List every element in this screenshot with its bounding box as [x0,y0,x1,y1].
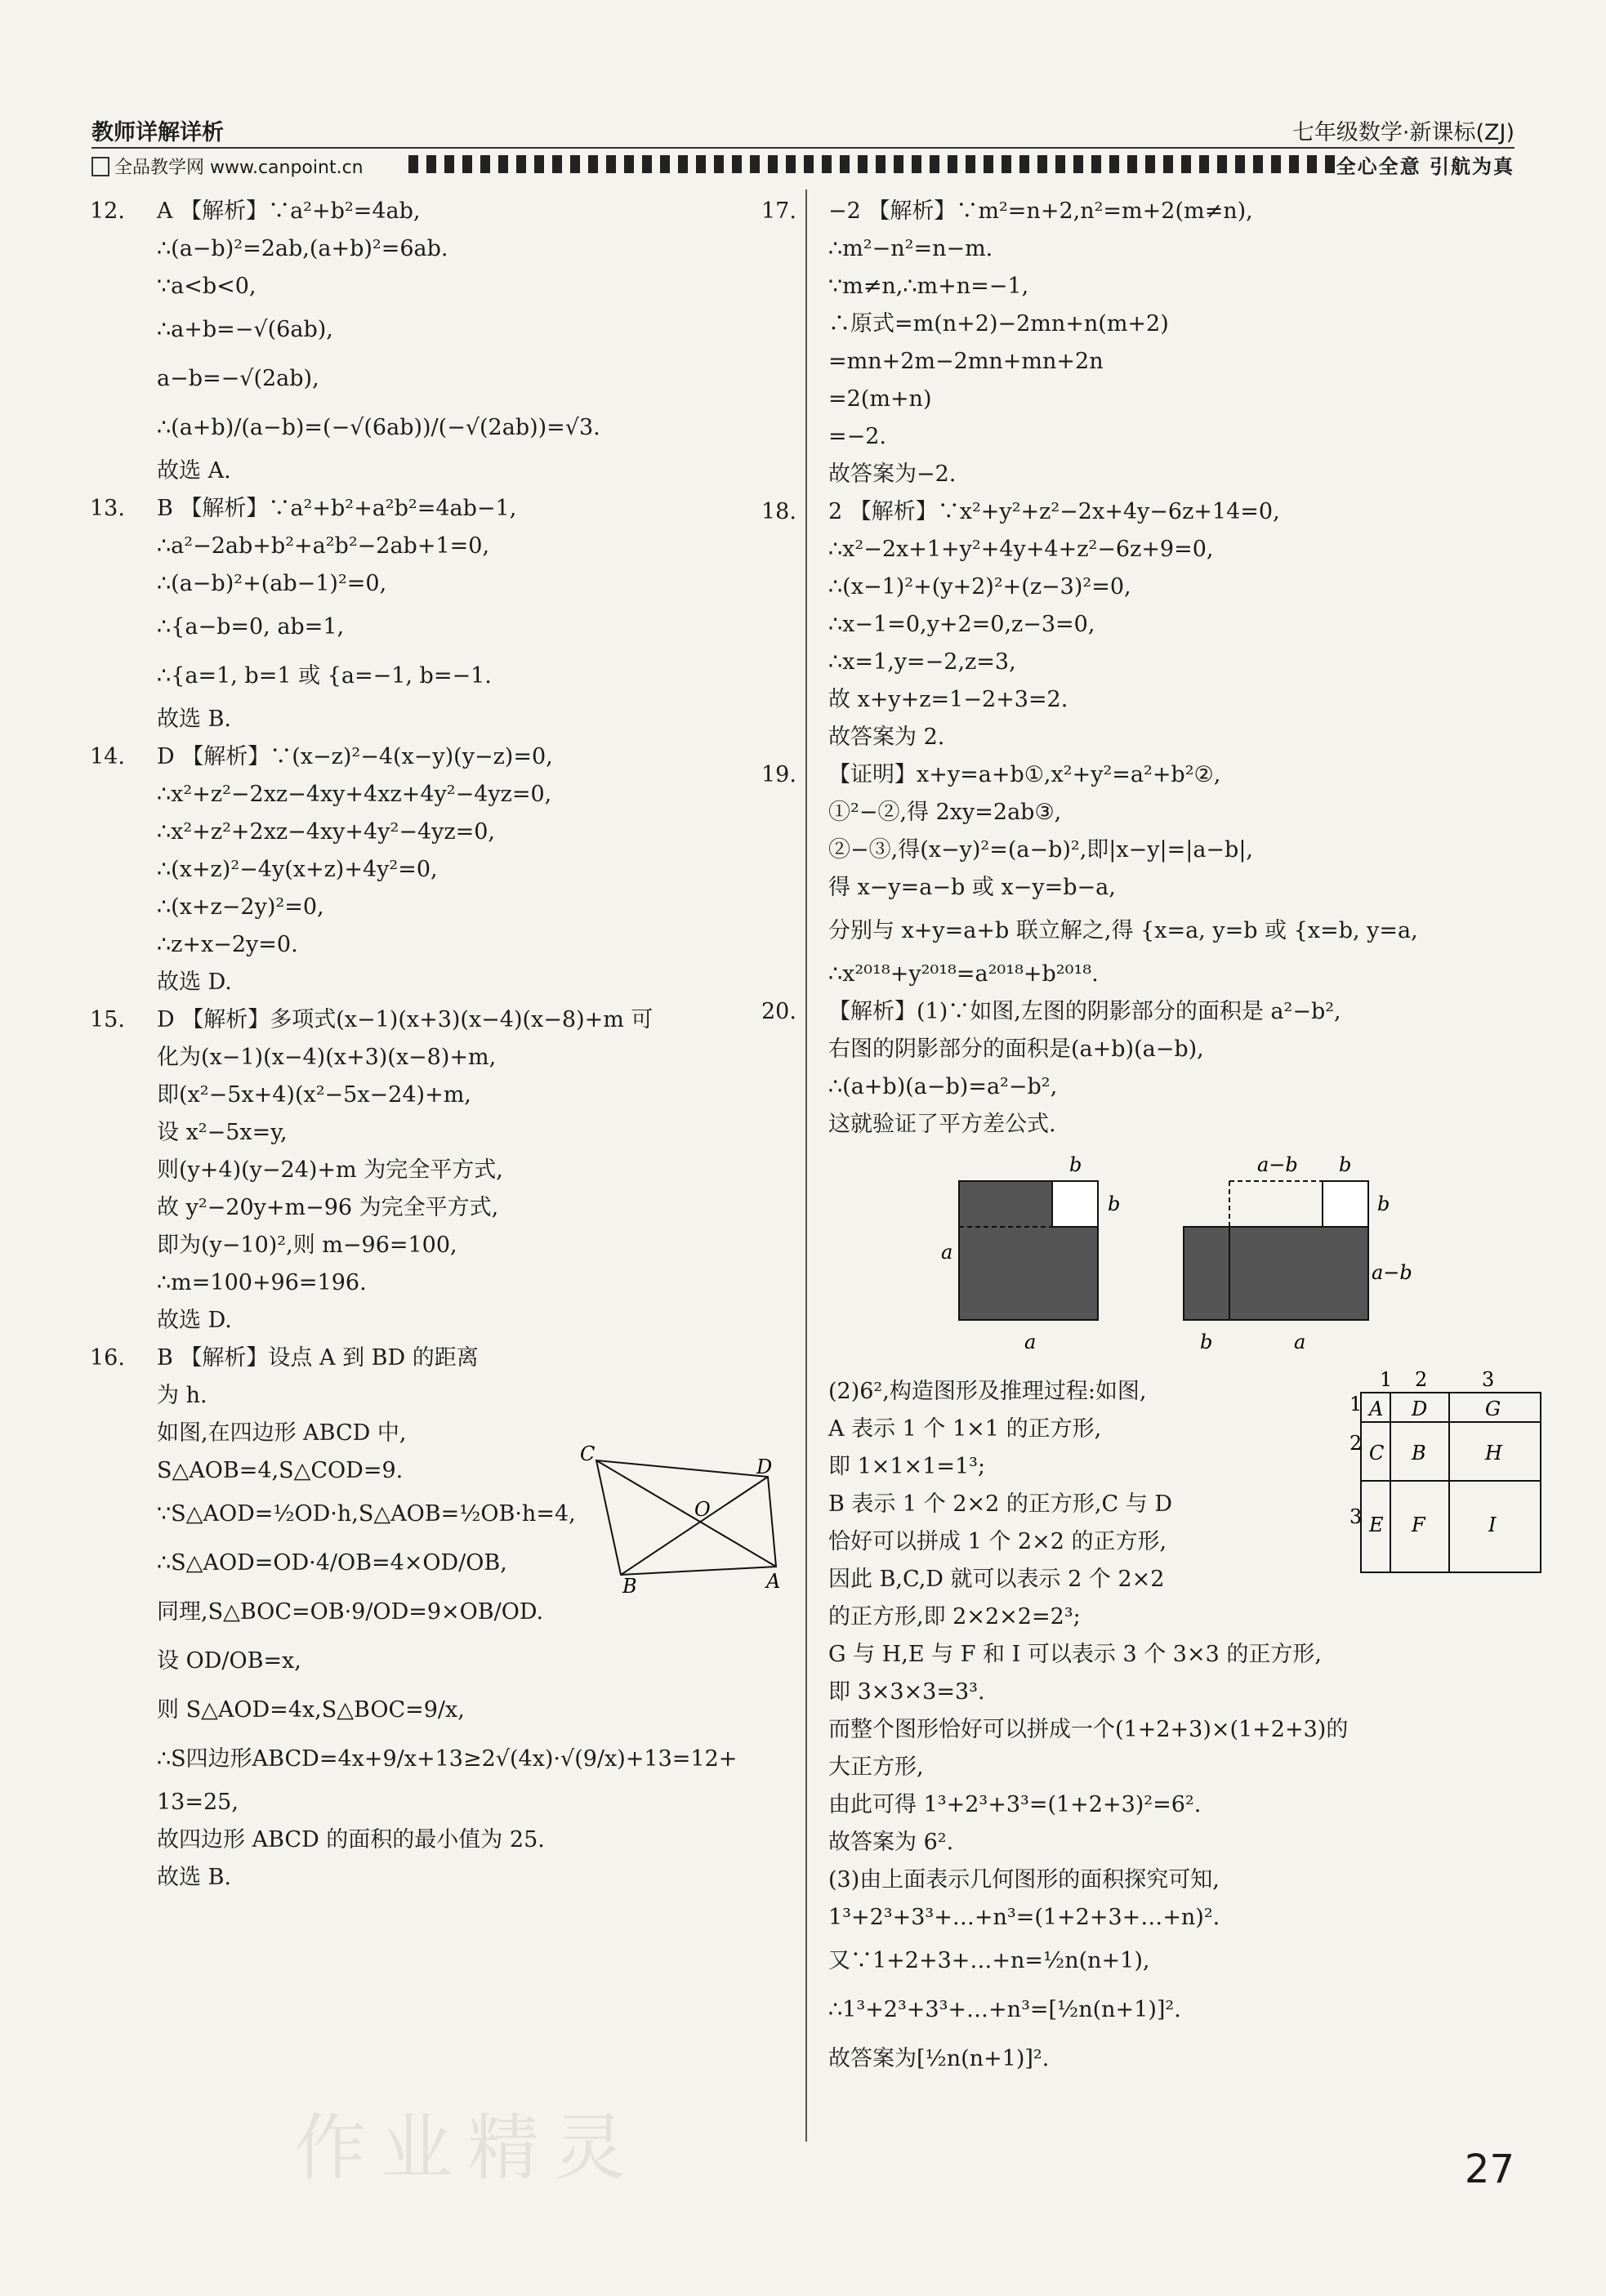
grid-row-3: 3 [1349,1505,1363,1528]
grid-row-1: 1 [1349,1393,1363,1415]
cell-G: G [1485,1398,1501,1420]
solution-line: ∴(a+b)/(a−b)=(−√(6ab))/(−√(2ab))=√3. [157,415,600,440]
quad-outline [596,1460,776,1575]
difference-of-squares-figure [894,1148,1531,1365]
quad-label-B: B [622,1575,637,1598]
solution-line: 故选 D. [157,1308,232,1333]
solution-line: ∴(a−b)²=2ab,(a+b)²=6ab. [157,236,448,261]
label-right-bottom-b: b [1200,1331,1213,1353]
left-column [90,193,794,1897]
small-square-right [1323,1181,1368,1227]
solution-line: ∴{a−b=0, ab=1, [157,614,345,640]
label-left-a: a [941,1241,953,1264]
solution-line: B 【解析】设点 A 到 BD 的距离 [157,1345,479,1371]
rect-right [1229,1227,1368,1320]
header-slogan: 全心全意 引航为真 [1336,155,1515,178]
solution-line: ①²−②,得 2xy=2ab③, [828,800,1062,825]
question-item [90,1340,794,1897]
strip-right [1184,1227,1229,1320]
solution-line: 得 x−y=a−b 或 x−y=b−a, [828,875,1116,900]
label-right-top-b: b [1339,1153,1352,1176]
solution-line: 则 S△AOD=4x,S△BOC=9/x, [157,1697,465,1723]
cell-E: E [1369,1514,1384,1536]
question-item [90,738,794,1001]
quad-label-A: A [766,1570,781,1593]
solution-line: ∴原式=m(n+2)−2mn+n(m+2) [828,311,1169,337]
solution-line: ∴x−1=0,y+2=0,z−3=0, [828,612,1095,637]
solution-line: ∴1³+2³+3³+…+n³=[½n(n+1)]². [828,1997,1181,2022]
solution-line: ∴x²+z²+2xz−4xy+4y²−4yz=0, [157,819,495,845]
question-item [761,193,1531,493]
solution-line: A 表示 1 个 1×1 的正方形, [828,1416,1102,1442]
grid-row-2: 2 [1349,1432,1363,1455]
solution-line: 设 x²−5x=y, [157,1120,288,1145]
solution-line: ∴m=100+96=196. [157,1270,367,1295]
solution-line: 右图的阴影部分的面积是(a+b)(a−b), [828,1037,1204,1062]
solution-line: 【解析】(1)∵如图,左图的阴影部分的面积是 a²−b², [828,999,1341,1024]
solution-line: ②−③,得(x−y)²=(a−b)²,即|x−y|=|a−b|, [828,837,1254,863]
diag-db [621,1477,768,1575]
solution-line: ∴x=1,y=−2,z=3, [828,649,1016,675]
solution-line: ∴x²−2x+1+y²+4y+4+z²−6z+9=0, [828,537,1214,562]
solution-line: 则(y+4)(y−24)+m 为完全平方式, [157,1157,503,1183]
label-left-right-b: b [1108,1193,1121,1215]
solution-line: ∴(a−b)²+(ab−1)²=0, [157,571,387,596]
small-square-left [1052,1181,1098,1227]
solution-line: B 表示 1 个 2×2 的正方形,C 与 D [828,1491,1172,1517]
question-number: 13. [90,496,125,521]
solution-line: 故答案为 2. [828,724,945,750]
solution-line: ∴x²+z²−2xz−4xy+4xz+4y²−4yz=0, [157,782,552,807]
solution-line: 即为(y−10)²,则 m−96=100, [157,1233,457,1258]
solution-line: ∵a<b<0, [157,274,257,299]
solution-line: 故选 B. [157,1865,232,1890]
header-site [91,154,364,179]
question-item [761,756,1531,993]
solution-line: 设 OD/OB=x, [157,1648,301,1674]
solution-line: 即 3×3×3=3³. [828,1679,985,1705]
header-right: 七年级数学·新课标(ZJ) [1291,120,1515,145]
solution-line: 故 x+y+z=1−2+3=2. [828,687,1068,712]
label-right-bottom-a: a [1294,1331,1306,1353]
cell-H: H [1485,1442,1502,1465]
grid-outline [1361,1393,1541,1572]
cell-A: A [1369,1398,1384,1420]
column-divider [805,189,807,2142]
solution-line: 故选 D. [157,970,232,995]
q20-part2 [828,1368,1531,2084]
question-number: 19. [761,762,796,787]
grid-col-2: 2 [1415,1368,1428,1391]
solution-line: =2(m+n) [828,386,932,412]
solution-line: 2 【解析】∵x²+y²+z²−2x+4y−6z+14=0, [828,499,1280,524]
label-right-amb: a−b [1257,1153,1298,1176]
cell-B: B [1412,1442,1426,1465]
question-number: 18. [761,499,796,524]
cube-sum-grid [1335,1368,1539,1589]
question-number: 14. [90,744,125,769]
solution-line: G 与 H,E 与 F 和 I 可以表示 3 个 3×3 的正方形, [828,1642,1322,1667]
solution-line: ∵m≠n,∴m+n=−1, [828,274,1029,299]
header-left: 教师详解详析 [91,120,224,145]
solution-line: 即 1×1×1=1³; [828,1454,986,1479]
solution-line: 故选 B. [157,707,232,732]
question-number: 15. [90,1007,125,1032]
question-number: 12. [90,198,125,224]
cell-I: I [1488,1514,1497,1536]
right-column [761,193,1531,2084]
solution-line: ∴a+b=−√(6ab), [157,317,333,342]
header-stripes [408,155,1336,173]
solution-line: ∴(x+z)²−4y(x+z)+4y²=0, [157,857,438,882]
label-right-side-b: b [1377,1193,1390,1215]
solution-line: 又∵1+2+3+…+n=½n(n+1), [828,1948,1150,1973]
solution-line: 这就验证了平方差公式. [828,1112,1056,1137]
solution-line: 大正方形, [828,1754,924,1780]
solution-line: (2)6²,构造图形及推理过程:如图, [828,1379,1147,1404]
solution-line: 因此 B,C,D 就可以表示 2 个 2×2 [828,1567,1165,1592]
solution-line: 分别与 x+y=a+b 联立解之,得 {x=a, y=b 或 {x=b, y=a, [828,918,1418,943]
quad-label-O: O [694,1498,711,1521]
solution-line: 故答案为 6². [828,1830,954,1855]
solution-line: ∴(a+b)(a−b)=a²−b², [828,1074,1058,1099]
solution-line: 如图,在四边形 ABCD 中, [157,1420,407,1446]
solution-line: ∴S四边形ABCD=4x+9/x+13≥2√(4x)·√(9/x)+13=12+ [157,1746,738,1772]
solution-line: 为 h. [157,1383,207,1408]
solution-line: 故四边形 ABCD 的面积的最小值为 25. [157,1827,545,1852]
solution-line: ∴S△AOD=OD·4/OB=4×OD/OB, [157,1550,507,1576]
grid-col-3: 3 [1482,1368,1495,1391]
question-item [90,490,794,738]
question-number: 16. [90,1345,125,1371]
solution-line: ∴(x−1)²+(y+2)²+(z−3)²=0, [828,574,1131,600]
squares-svg [894,1148,1412,1353]
solution-line: S△AOB=4,S△COD=9. [157,1458,404,1483]
site-logo-icon [91,157,109,176]
solution-line: 13=25, [157,1790,239,1815]
watermark: 作业精灵 [294,2106,641,2190]
solution-line: ∴(x+z−2y)²=0, [157,894,324,920]
solution-line: ∴m²−n²=n−m. [828,236,993,261]
quad-label-D: D [756,1456,773,1478]
solution-line: =mn+2m−2mn+mn+2n [828,349,1104,374]
page-number: 27 [1464,2147,1515,2192]
solution-line: D 【解析】多项式(x−1)(x+3)(x−4)(x−8)+m 可 [157,1007,654,1032]
solution-line: 【证明】x+y=a+b①,x²+y²=a²+b²②, [828,762,1221,787]
solution-line: ∴x²⁰¹⁸+y²⁰¹⁸=a²⁰¹⁸+b²⁰¹⁸. [828,961,1099,987]
label-left-bottom-a: a [1024,1331,1037,1353]
grid-col-1: 1 [1380,1368,1393,1391]
solution-line: =−2. [828,424,887,449]
solution-line: (3)由上面表示几何图形的面积探究可知, [828,1867,1220,1893]
label-right-amb2: a−b [1372,1261,1412,1284]
cell-D: D [1412,1398,1428,1420]
solution-line: 故选 A. [157,458,231,484]
question-number: 20. [761,999,796,1024]
question-number: 17. [761,198,796,224]
solution-line: D 【解析】∵(x−z)²−4(x−y)(y−z)=0, [157,744,553,769]
solution-line: 同理,S△BOC=OB·9/OD=9×OB/OD. [157,1599,544,1625]
quad-label-C: C [580,1442,596,1465]
solution-line: B 【解析】∵a²+b²+a²b²=4ab−1, [157,496,517,521]
quadrilateral-figure [572,1442,792,1598]
label-left-top-b: b [1069,1153,1082,1176]
solution-line: ∵S△AOD=½OD·h,S△AOB=½OB·h=4, [157,1501,576,1527]
solution-line: 的正方形,即 2×2×2=2³; [828,1604,1081,1629]
cell-F: F [1412,1514,1425,1536]
solution-line: 恰好可以拼成 1 个 2×2 的正方形, [828,1529,1167,1554]
solution-line: 即(x²−5x+4)(x²−5x−24)+m, [157,1082,471,1108]
solution-line: 化为(x−1)(x−4)(x+3)(x−8)+m, [157,1045,497,1070]
solution-line: ∴{a=1, b=1 或 {a=−1, b=−1. [157,663,492,689]
question-item [90,1001,794,1340]
solution-line: ∴a²−2ab+b²+a²b²−2ab+1=0, [157,533,490,559]
diag-ca [596,1460,776,1567]
cell-C: C [1369,1442,1385,1465]
solution-line: 故 y²−20y+m−96 为完全平方式, [157,1195,499,1220]
question-item [761,493,1531,756]
solution-line: 由此可得 1³+2³+3³=(1+2+3)²=6². [828,1792,1202,1817]
solution-line: 故答案为−2. [828,461,957,487]
site-text: 全品教学网 www.canpoint.cn [114,158,364,178]
solution-line: A 【解析】∵a²+b²=4ab, [157,198,421,224]
solution-line: 而整个图形恰好可以拼成一个(1+2+3)×(1+2+3)的 [828,1717,1349,1742]
solution-line: ∴z+x−2y=0. [157,932,298,957]
question-item [90,193,794,490]
solution-line: 1³+2³+3³+…+n³=(1+2+3+…+n)². [828,1905,1220,1930]
solution-line: −2 【解析】∵m²=n+2,n²=m+2(m≠n), [828,198,1253,224]
solution-line: 故答案为[½n(n+1)]². [828,2046,1050,2071]
header-rule [91,147,1515,149]
solution-line: a−b=−√(2ab), [157,366,319,391]
question-item [761,993,1531,1144]
